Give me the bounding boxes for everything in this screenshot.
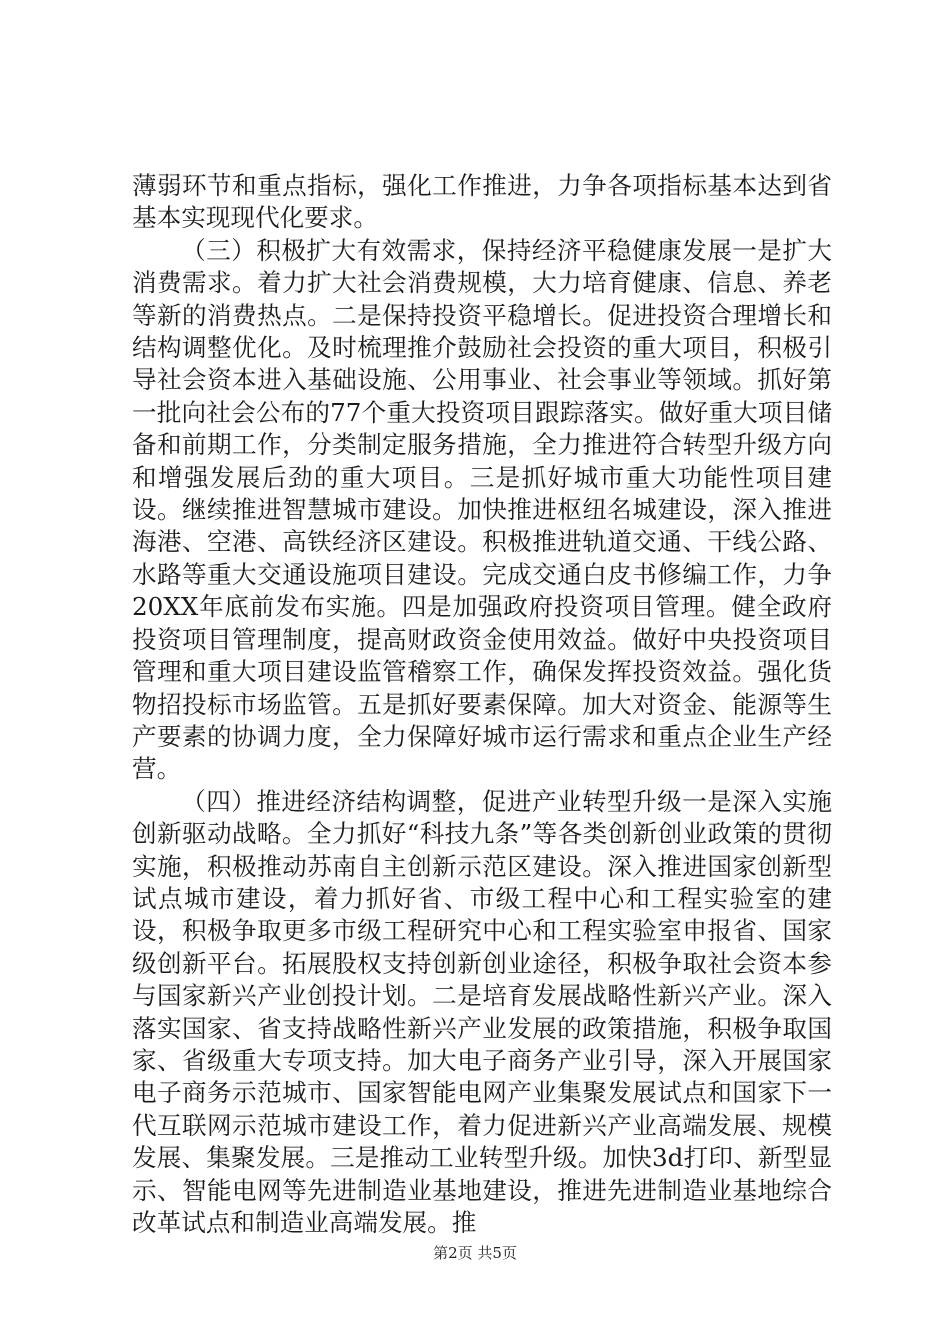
document-body: [132, 170, 832, 1239]
page-number-footer: 第2页 共5页: [433, 1244, 517, 1262]
paragraph-section-three: （三）积极扩大有效需求，保持经济平稳健康发展一是扩大消费需求。着力扩大社会消费规模，大力培育健康、信息、养老等新的消费热点。二是保持投资平稳增长。促进投资合理增长和结构调整优化。及时梳理推介鼓励社会投资的重大项目，积极引导社会资本进入基础设施、公用事业、社会事业等领域。抓好第一批向社会公布的77个重大投资项目跟踪落实。做好重大项目储备和前期工作，分类制定服务措施，全力推进符合转型升级方向和增强发展后劲的重大项目。三是抓好城市重大功能性项目建设。继续推进智慧城市建设。加快推进枢纽名城建设，深入推进海港、空港、高铁经济区建设。积极推进轨道交通、干线公路、水路等重大交通设施项目建设。完成交通白皮书修编工作，力争20XX年底前发布实施。四是加强政府投资项目管理。健全政府投资项目管理制度，提高财政资金使用效益。做好中央投资项目管理和重大项目建设监管稽察工作，确保发挥投资效益。强化货物招投标市场监管。五是抓好要素保障。加大对资金、能源等生产要素的协调力度，全力保障好城市运行需求和重点企业生产经营。: [132, 235, 832, 784]
paragraph-section-four: （四）推进经济结构调整，促进产业转型升级一是深入实施创新驱动战略。全力抓好“科技九条”等各类创新创业政策的贯彻实施，积极推动苏南自主创新示范区建设。深入推进国家创新型试点城市建设，着力抓好省、市级工程中心和工程实验室的建设，积极争取更多市级工程研究中心和工程实验室申报省、国家级创新平台。拓展股权支持创新创业途径，积极争取社会资本参与国家新兴产业创投计划。二是培育发展战略性新兴产业。深入落实国家、省支持战略性新兴产业发展的政策措施，积极争取国家、省级重大专项支持。加大电子商务产业引导，深入开展国家电子商务示范城市、国家智能电网产业集聚发展试点和国家下一代互联网示范城市建设工作，着力促进新兴产业高端发展、规模发展、集聚发展。三是推动工业转型升级。加快3d打印、新型显示、智能电网等先进制造业基地建设，推进先进制造业基地综合改革试点和制造业高端发展。推: [132, 786, 832, 1237]
paragraph-continuation: 薄弱环节和重点指标，强化工作推进，力争各项指标基本达到省基本实现现代化要求。: [132, 171, 832, 233]
